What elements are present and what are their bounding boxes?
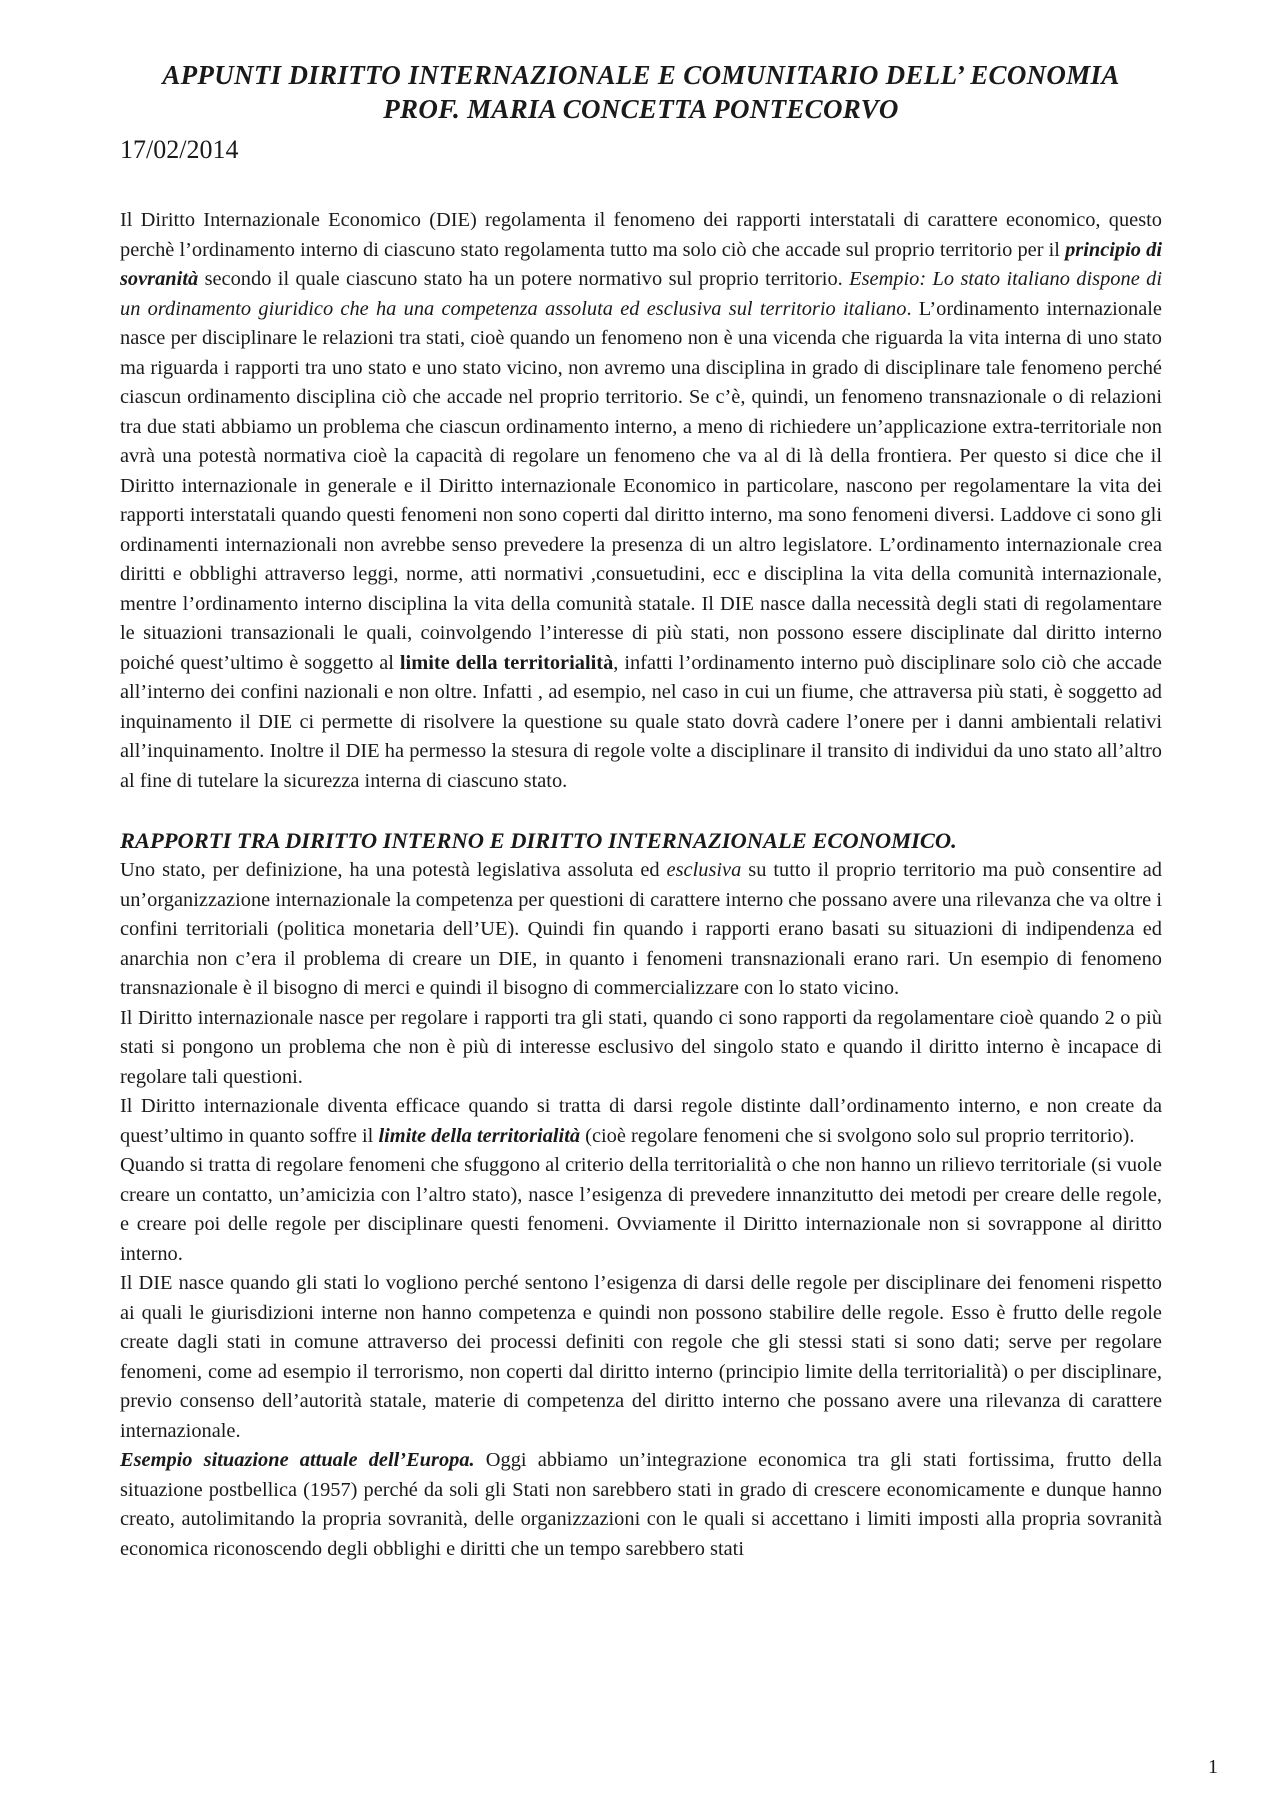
intro-text-d: , infatti l’ordinamento interno può disciplinare solo ciò che accade all’interno dei confini nazionali e non oltre. Infatti , ad esempio, nel caso in cui un fiume, che attraversa più stati, è soggetto ad inquinamento il DIE ci permette di risolvere la questione su quale stato dovrà cadere l’onere per i danni ambientali relativi all’inquinamento. Inoltre il DIE ha permesso la stesura di regole volte a disciplinare il transito di individui da uno stato all’altro al fine di tutelare la sicurezza interna di ciascuno stato. — [120, 651, 1162, 792]
section-paragraph-3 — [120, 1092, 1162, 1151]
intro-paragraph — [120, 206, 1162, 796]
section-p1-text-b: su tutto il proprio territorio ma può consentire ad un’organizzazione internazionale la competenza per questioni di carattere interno che possano avere una rilevanza che va oltre i confini territoriali (politica monetaria dell’UE). Quindi fin quando i rapporti erano basati su situazioni di indipendenza ed anarchia non c’era il problema di creare un DIE, in quanto i fenomeni transnazionali erano rari. Un esempio di fenomeno transnazionale è il bisogno di merci e quindi il bisogno di commercializzare con lo stato vicino. — [120, 859, 1162, 999]
section-p3-bold: limite della territorialità — [378, 1124, 581, 1147]
document-title-line2: PROF. MARIA CONCETTA PONTECORVO — [383, 94, 899, 124]
document-date: 17/02/2014 — [120, 135, 239, 164]
document-title-line1: APPUNTI DIRITTO INTERNAZIONALE E COMUNITARIO DELL’ ECONOMIA — [162, 60, 1120, 90]
section-heading: RAPPORTI TRA DIRITTO INTERNO E DIRITTO INTERNAZIONALE ECONOMICO. — [120, 828, 957, 853]
section-p3-text-b: (cioè regolare fenomeni che si svolgono solo sul proprio territorio). — [580, 1124, 1135, 1147]
section-paragraph-1 — [120, 856, 1162, 1004]
intro-text-a: Il Diritto Internazionale Economico (DIE) regolamenta il fenomeno dei rapporti interstatali di carattere economico, questo perchè l’ordinamento interno di ciascuno stato regolamenta tutto ma solo ciò che accade sul proprio territorio per il — [120, 209, 1162, 261]
section-p1-text-a: Uno stato, per definizione, ha una potestà legislativa assoluta ed — [120, 859, 667, 881]
section-paragraph-5: Il DIE nasce quando gli stati lo vogliono perché sentono l’esigenza di darsi delle regole per disciplinare dei fenomeni rispetto ai quali le giurisdizioni interne non hanno competenza e quindi non possono stabilire delle regole. Esso è frutto delle regole create dagli stati in comune attraverso dei processi definiti con regole che gli stessi stati si sono dati; serve per regolare fenomeni, come ad esempio il terrorismo, non coperti dal diritto interno (principio limite della territorialità) o per disciplinare, previo consenso dell’autorità statale, materie di competenza del diritto interno che possano avere una rilevanza di carattere internazionale. — [120, 1272, 1162, 1442]
section-p6-text: Oggi abbiamo un’integrazione economica tra gli stati fortissima, frutto della situazione postbellica (1957) perché da soli gli Stati non sarebbero stati in grado di crescere economicamente e dunque hanno creato, autolimitando la propria sovranità, delle organizzazioni con le quali si accettano i limiti imposti alla propria sovranità economica riconoscendo degli obblighi e diritti che un tempo sarebbero stati — [120, 1449, 1162, 1560]
intro-text-b: secondo il quale ciascuno stato ha un potere normativo sul proprio territorio. — [198, 268, 850, 290]
section-paragraph-2: Il Diritto internazionale nasce per regolare i rapporti tra gli stati, quando ci sono rapporti da regolamentare cioè quando 2 o più stati si pongono un problema che non è più di interesse esclusivo del singolo stato e quando il diritto interno è incapace di regolare tali questioni. — [120, 1006, 1162, 1088]
intro-bold-territorialita: limite della territorialità — [399, 651, 614, 674]
section-p6-bold: Esempio situazione attuale dell’Europa. — [120, 1449, 475, 1471]
page-number: 1 — [1208, 1756, 1218, 1778]
intro-text-c: . L’ordinamento internazionale nasce per disciplinare le relazioni tra stati, cioè quando un fenomeno non è una vicenda che riguarda la vita interna di uno stato ma riguarda i rapporti tra uno stato e uno stato vicino, non avremo una disciplina in grado di disciplinare tale fenomeno perché ciascun ordinamento disciplina ciò che accade nel proprio territorio. Se c’è, quindi, un fenomeno transnazionale o di relazioni tra due stati abbiamo un problema che ciascun ordinamento interno, a meno di richiedere un’applicazione extra-territoriale non avrà una potestà normativa cioè la capacità di regolare un fenomeno che va al di là della frontiera. Per questo si dice che il Diritto internazionale in generale e il Diritto internazionale Economico in particolare, nascono per regolamentare la vita dei rapporti interstatali quando questi fenomeni non sono coperti dal diritto interno, ma sono fenomeni diversi. Laddove ci sono gli ordinamenti internazionali non avrebbe senso prevedere la presenza di un altro legislatore. L’ordinamento internazionale crea diritti e obblighi attraverso leggi, norme, atti normativi ,consuetudini, ecc e disciplina la vita della comunità internazionale, mentre l’ordinamento interno disciplina la vita della comunità statale. Il DIE nasce dalla necessità degli stati di regolamentare le situazioni transazionali le quali, coinvolgendo l’interesse di più stati, non possono essere disciplinate dal diritto interno poiché quest’ultimo è soggetto al — [120, 297, 1162, 674]
section-p1-italic: esclusiva — [666, 859, 742, 881]
section-paragraph-4: Quando si tratta di regolare fenomeni che sfuggono al criterio della territorialità o che non hanno un rilievo territoriale (si vuole creare un contatto, un’amicizia con l’altro stato), nasce l’esigenza di prevedere innanzitutto dei metodi per creare delle regole, e creare poi delle regole per disciplinare questi fenomeni. Ovviamente il Diritto internazionale non si sovrappone al diritto interno. — [120, 1154, 1162, 1265]
section-paragraph-6 — [120, 1446, 1162, 1564]
section-p3-text-a: Il Diritto internazionale diventa efficace quando si tratta di darsi regole distinte dall’ordinamento interno, e non create da quest’ultimo in quanto soffre il — [120, 1095, 1162, 1147]
intro-example: Esempio: Lo stato italiano dispone di un ordinamento giuridico che ha una competenza assoluta ed esclusiva sul territorio italiano — [120, 268, 1162, 320]
intro-bold-sovranita: principio di sovranità — [120, 238, 1162, 290]
